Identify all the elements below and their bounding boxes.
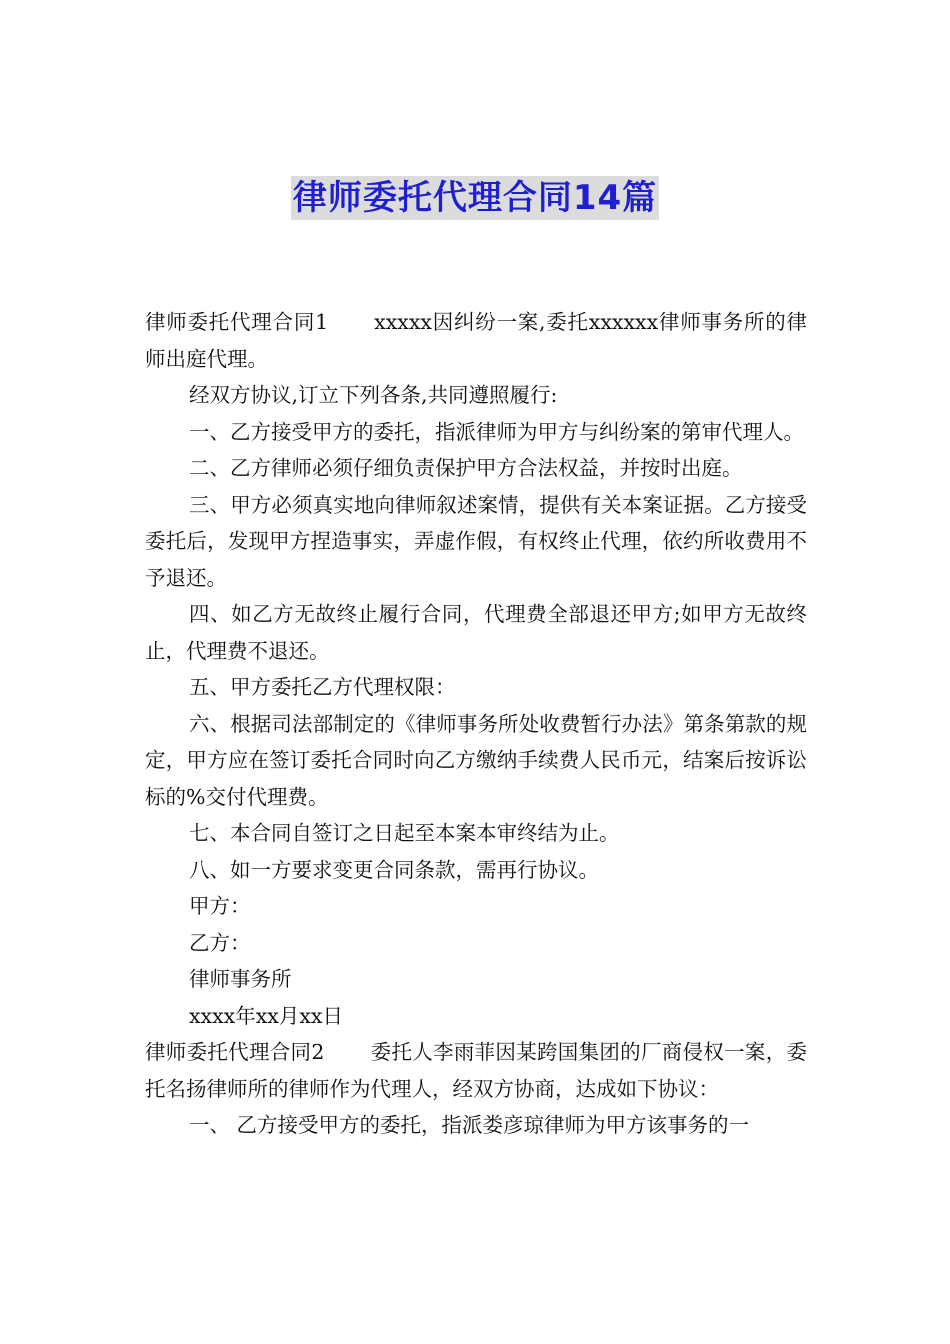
- contract1-clause-1: 一、乙方接受甲方的委托，指派律师为甲方与纠纷案的第审代理人。: [189, 419, 804, 444]
- contract2-clause-1: 一、 乙方接受甲方的委托，指派娄彦琼律师为甲方该事务的一: [189, 1113, 750, 1137]
- contract1-clause-5: 五、甲方委托乙方代理权限：: [189, 675, 456, 699]
- contract1-clause-8: 八、如一方要求变更合同条款，需再行协议。: [189, 857, 599, 882]
- contract1-clause-2: 二、乙方律师必须仔细负责保护甲方合法权益，并按时出庭。: [189, 456, 743, 480]
- contract2-intro: 委托人李雨菲因某跨国集团的厂商侵权一案，委托名扬律师所的律师作为代理人，经双方协商，达成如下协议：: [145, 1040, 807, 1101]
- document-title: 律师委托代理合同14篇: [292, 178, 658, 218]
- contract1-heading: 律师委托代理合同1: [145, 310, 329, 334]
- contract1-party-b: 乙方：: [189, 930, 251, 955]
- contract2-heading: 律师委托代理合同2: [145, 1040, 325, 1064]
- contract1-intro: xxxxx因纠纷一案,委托xxxxxx律师事务所的律师出庭代理。: [145, 310, 807, 371]
- contract1-clause-7: 七、本合同自签订之日起至本案本审终结为止。: [189, 821, 620, 845]
- contract1-party-a: 甲方：: [189, 894, 251, 918]
- contract1-clause-3: 三、甲方必须真实地向律师叙述案情，提供有关本案证据。乙方接受委托后，发现甲方捏造事实，弄虚作假，有权终止代理，依约所收费用不予退还。: [145, 492, 807, 590]
- contract1-firm: 律师事务所: [189, 967, 292, 991]
- contract2-heading-paragraph: [145, 1034, 807, 1107]
- contract1-date: xxxx年xx月xx日: [189, 1003, 343, 1028]
- title-container: [0, 176, 950, 220]
- document-body: [145, 304, 807, 1144]
- contract1-agreement: 经双方协议,订立下列各条,共同遵照履行:: [189, 383, 558, 407]
- contract1-heading-paragraph: [145, 304, 807, 377]
- contract1-clause-6: 六、根据司法部制定的《律师事务所处收费暂行办法》第条第款的规定，甲方应在签订委托合同时向乙方缴纳手续费人民币元，结案后按诉讼标的%交付代理费。: [145, 711, 807, 809]
- contract1-clause-4: 四、如乙方无故终止履行合同，代理费全部退还甲方;如甲方无故终止，代理费不退还。: [145, 602, 807, 663]
